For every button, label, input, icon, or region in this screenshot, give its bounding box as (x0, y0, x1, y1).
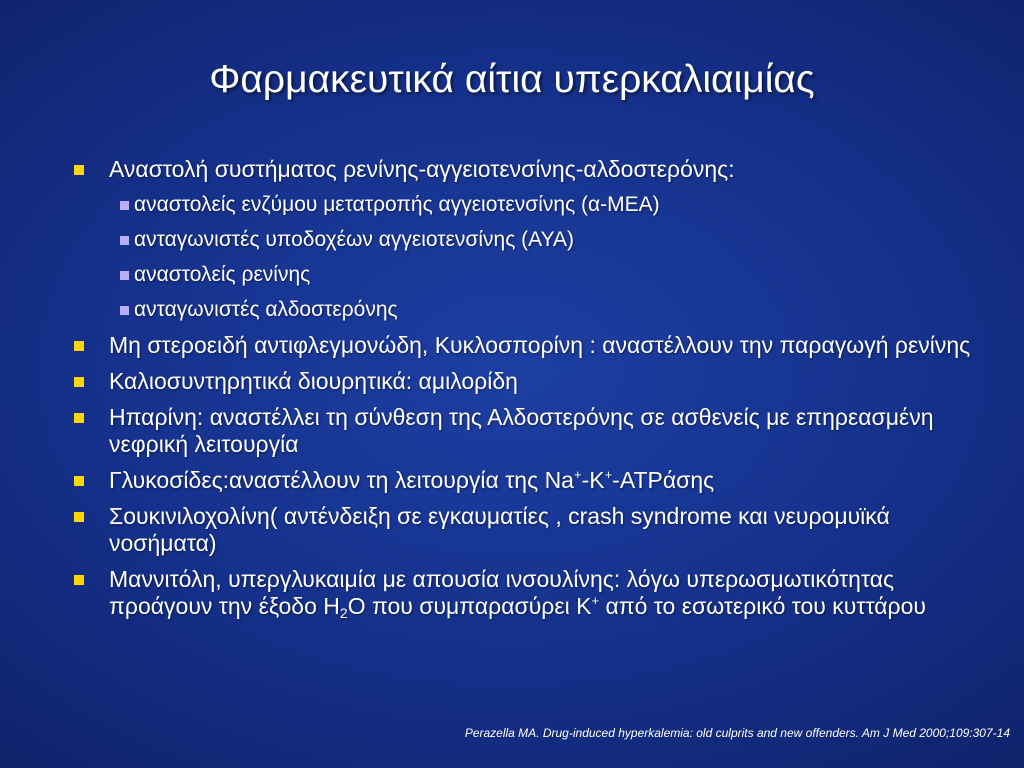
superscript: + (573, 467, 582, 482)
square-bullet-icon (120, 236, 129, 245)
square-bullet-icon (74, 377, 84, 387)
superscript: + (591, 593, 600, 608)
sub-bullet-item (106, 227, 972, 252)
bullet-text-part: Μαννιτόλη, υπεργλυκαιμία με απουσία ινσουλίνης: λόγω υπερωσμωτικότητας προάγουν την έξοδο H (109, 566, 895, 619)
bullet-text: Μη στεροειδή αντιφλεγμονώδη, Κυκλοσπορίνη : αναστέλλουν την παραγωγή ρενίνης (109, 332, 971, 358)
square-bullet-icon (74, 165, 84, 175)
bullet-text: Σουκινιλοχολίνη( αντένδειξη σε εγκαυματίες , crash syndrome και νευρομυϊκά νοσήματα) (109, 503, 890, 556)
superscript: + (604, 467, 613, 482)
sub-bullet-text: ανταγωνιστές υποδοχέων αγγειοτενσίνης (ΑΥΑ) (134, 228, 575, 251)
sub-bullet-item (106, 262, 972, 287)
sub-bullet-text: αναστολείς ρενίνης (134, 263, 311, 286)
square-bullet-icon (74, 575, 84, 585)
bullet-text-part: από το εσωτερικό του κυττάρου (599, 593, 926, 619)
bullet-text (109, 566, 926, 619)
square-bullet-icon (120, 306, 129, 315)
bullet-text-part: -K (581, 467, 605, 493)
square-bullet-icon (120, 271, 129, 280)
bullet-item (72, 467, 972, 494)
square-bullet-icon (74, 476, 84, 486)
square-bullet-icon (120, 201, 129, 210)
sub-bullet-text: αναστολείς ενζύμου μετατροπής αγγειοτενσίνης (α-ΜΕΑ) (134, 193, 660, 216)
square-bullet-icon (74, 413, 84, 423)
sub-bullet-list (106, 192, 972, 322)
bullet-list (72, 156, 972, 629)
square-bullet-icon (74, 341, 84, 351)
bullet-item (72, 503, 972, 557)
bullet-text (109, 467, 714, 493)
square-bullet-icon (74, 512, 84, 522)
sub-bullet-text: ανταγωνιστές αλδοστερόνης (134, 298, 398, 321)
bullet-item (72, 404, 972, 458)
bullet-text: Καλιοσυντηρητικά διουρητικά: αμιλορίδη (109, 368, 518, 394)
subscript: 2 (339, 605, 348, 621)
slide-title: Φαρμακευτικά αίτια υπερκαλιαιμίας (209, 58, 815, 101)
bullet-text: Ηπαρίνη: αναστέλλει τη σύνθεση της Αλδοστερόνης σε ασθενείς με επηρεασμένη νεφρική λειτουργία (109, 404, 934, 457)
bullet-item (72, 566, 972, 620)
bullet-item (72, 156, 972, 322)
bullet-item (72, 368, 972, 395)
bullet-text-part: Γλυκοσίδες:αναστέλλουν τη λειτουργία της Na (109, 467, 574, 493)
sub-bullet-item (106, 297, 972, 322)
bullet-text-part: O που συμπαρασύρει K (347, 593, 592, 619)
bullet-item (72, 332, 972, 359)
bullet-text: Αναστολή συστήματος ρενίνης-αγγειοτενσίνης-αλδοστερόνης: (109, 156, 735, 182)
bullet-text-part: -ATPάσης (612, 467, 715, 493)
sub-bullet-item (106, 192, 972, 217)
citation: Perazella MA. Drug-induced hyperkalemia: old culprits and new offenders. Am J Med 2000;109:307-14 (464, 726, 1010, 740)
